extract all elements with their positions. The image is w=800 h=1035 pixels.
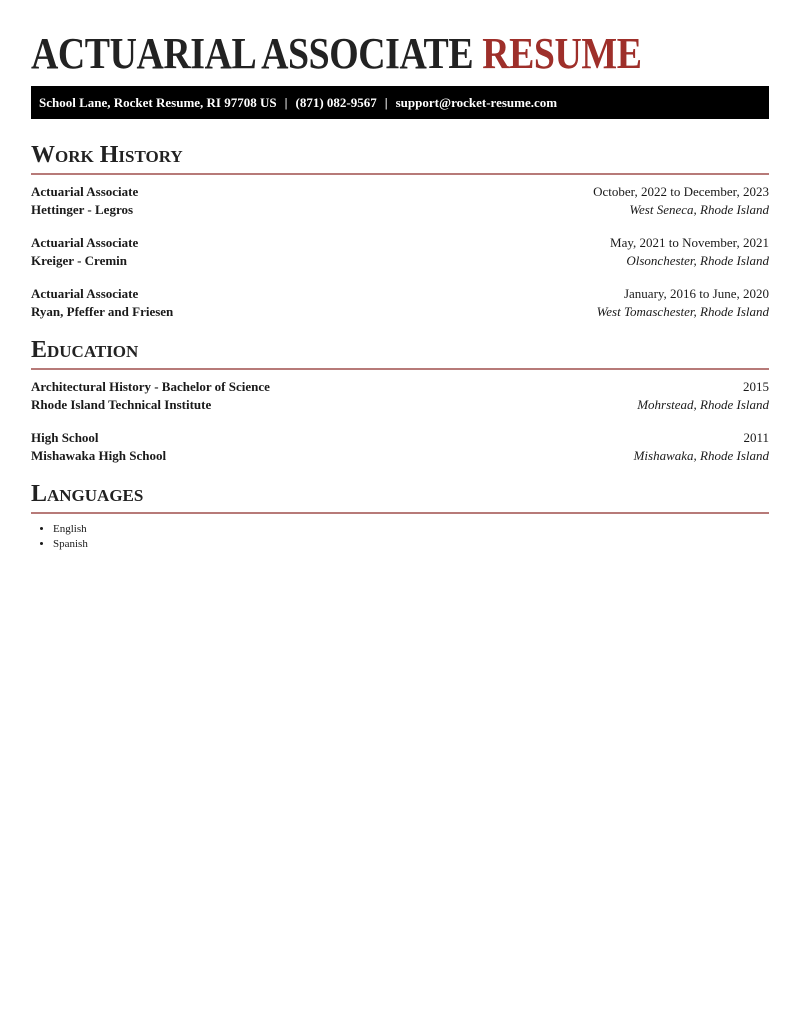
job-dates: October, 2022 to December, 2023 — [593, 184, 769, 199]
divider — [31, 512, 769, 514]
job-location: Olsonchester, Rhode Island — [626, 252, 769, 268]
email[interactable]: support@rocket-resume.com — [395, 95, 558, 110]
language-list — [31, 522, 769, 551]
separator: | — [284, 95, 288, 110]
language-item: • English — [53, 522, 769, 537]
school: Mishawaka High School — [31, 447, 167, 463]
resume-title — [31, 0, 666, 86]
job-location: West Seneca, Rhode Island — [629, 201, 769, 217]
job-dates: May, 2021 to November, 2021 — [610, 235, 769, 250]
year: 2011 — [743, 430, 769, 445]
section-heading: Work History — [31, 142, 183, 168]
education-section — [31, 336, 769, 464]
job-title: Actuarial Associate — [31, 184, 139, 199]
section-heading: Languages — [31, 481, 144, 507]
school-location: Mohrstead, Rhode Island — [637, 396, 769, 412]
contact-bar — [31, 86, 769, 119]
job-dates: January, 2016 to June, 2020 — [623, 286, 769, 301]
school-location: Mishawaka, Rhode Island — [633, 447, 769, 463]
address: School Lane, Rocket Resume, RI 97708 US — [39, 95, 277, 110]
school: Rhode Island Technical Institute — [31, 396, 212, 412]
language-item: • Spanish — [53, 537, 769, 552]
company: Kreiger - Cremin — [31, 252, 128, 268]
work-history-section — [31, 141, 769, 320]
divider — [31, 368, 769, 370]
degree: Architectural History - Bachelor of Science — [31, 379, 270, 394]
separator: | — [384, 95, 388, 110]
year: 2015 — [743, 379, 769, 394]
company: Hettinger - Legros — [31, 201, 134, 217]
section-heading: Education — [31, 337, 139, 363]
languages-section — [31, 480, 769, 551]
title-accent: RESUME — [482, 29, 642, 78]
company: Ryan, Pfeffer and Friesen — [31, 303, 174, 319]
phone: (871) 082-9567 — [295, 95, 377, 110]
job-title: Actuarial Associate — [31, 286, 139, 301]
work-entry — [31, 285, 769, 320]
education-entry — [31, 378, 769, 413]
degree: High School — [31, 430, 99, 445]
divider — [31, 173, 769, 175]
work-entry — [31, 234, 769, 269]
education-entry — [31, 429, 769, 464]
job-title: Actuarial Associate — [31, 235, 139, 250]
work-entry — [31, 183, 769, 218]
job-location: West Tomaschester, Rhode Island — [596, 303, 769, 319]
title-main: ACTUARIAL ASSOCIATE — [31, 29, 474, 78]
